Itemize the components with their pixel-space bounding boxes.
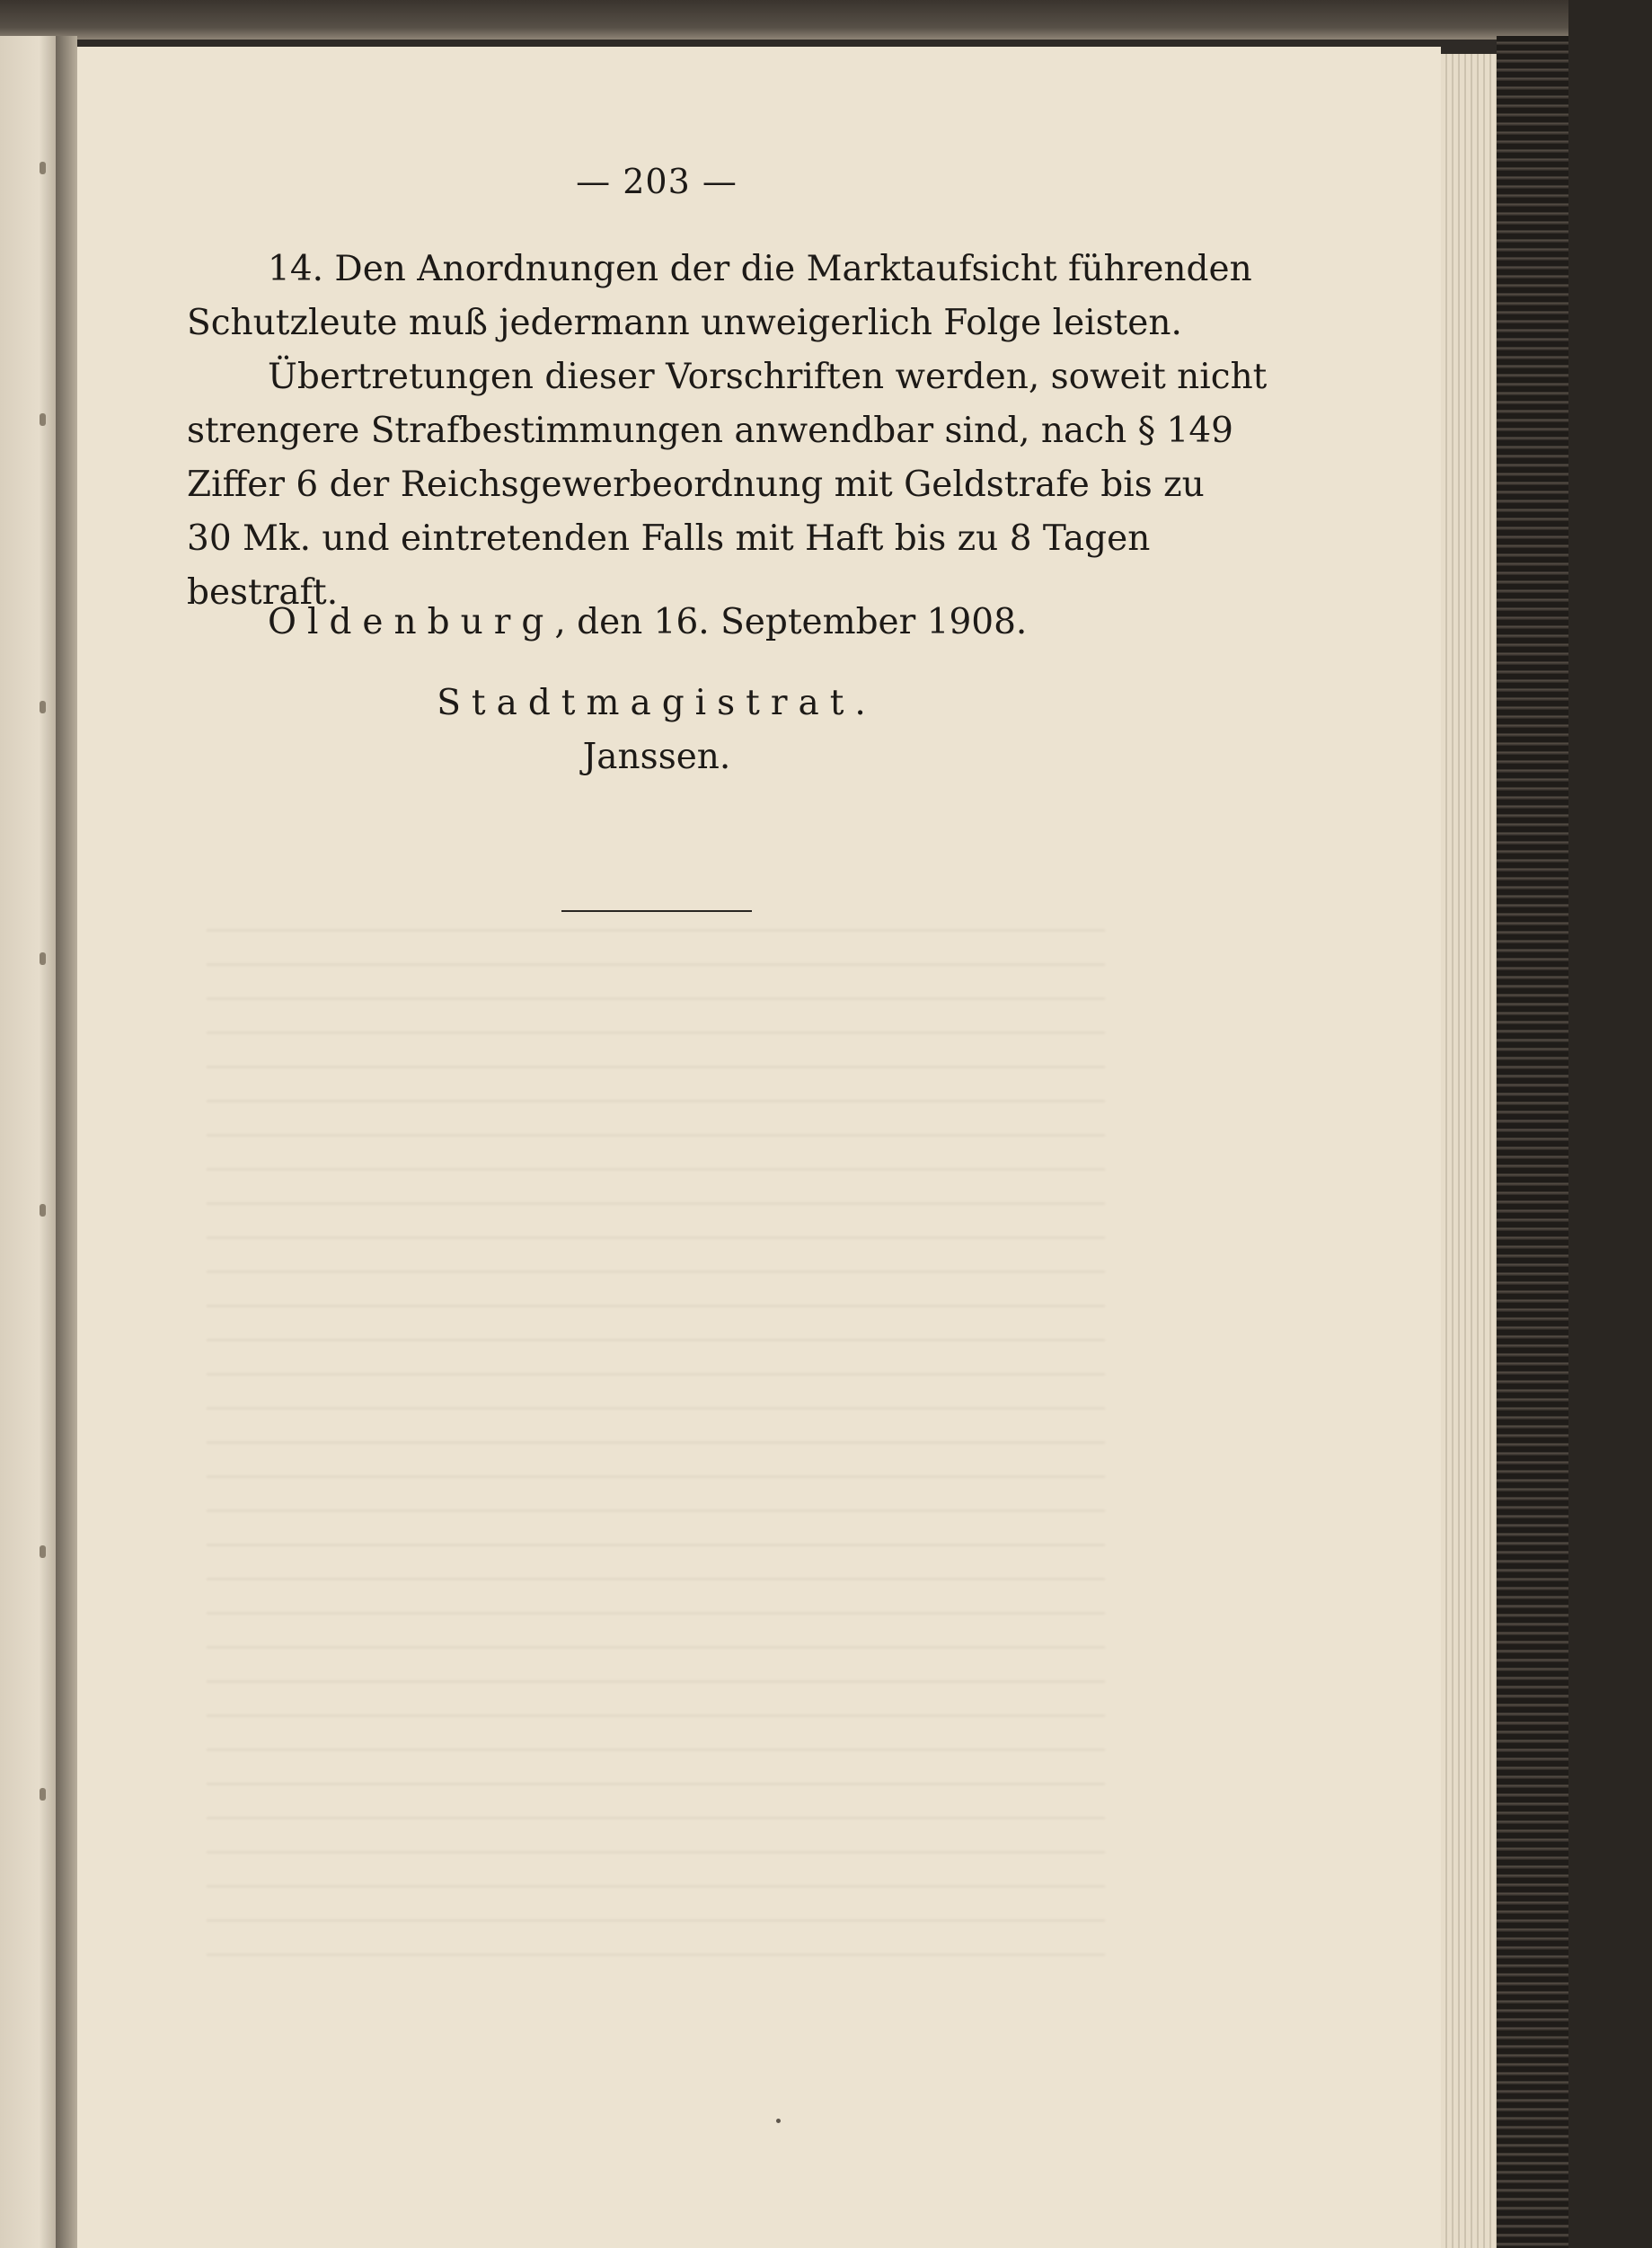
previous-page-edge xyxy=(0,36,56,2248)
paragraph-line: Übertretungen dieser Vorschriften werden, soweit nicht xyxy=(268,357,1268,397)
book-cover-edge xyxy=(1497,36,1568,2248)
book-cover xyxy=(1568,0,1652,2248)
place-name: Oldenburg xyxy=(268,602,555,642)
binding-stitch xyxy=(40,952,46,965)
binding-stitch xyxy=(40,162,46,174)
paragraph-line: strengere Strafbestimmungen anwendbar sind, nach § 149 xyxy=(187,411,1233,451)
binding-stitch xyxy=(40,701,46,713)
binding-stitch xyxy=(40,413,46,426)
paragraph-line: Schutzleute muß jedermann unweigerlich Folge leisten. xyxy=(187,303,1182,343)
paragraph-line: bestraft. xyxy=(187,572,339,613)
stacked-page-edges xyxy=(1441,54,1497,2248)
binding-stitch xyxy=(40,1545,46,1558)
horizontal-rule xyxy=(561,910,752,912)
regulation-paragraph xyxy=(187,243,1268,620)
reverse-side-show-through xyxy=(207,898,1105,1977)
page-gutter xyxy=(56,36,77,2248)
paragraph-line: 14. Den Anordnungen der die Marktaufsicht führenden xyxy=(268,249,1252,289)
signing-authority: Stadtmagistrat. xyxy=(437,683,877,723)
place-and-date xyxy=(268,602,1027,642)
ink-speck xyxy=(776,2119,781,2123)
paragraph-line: 30 Mk. und eintretenden Falls mit Haft bis zu 8 Tagen xyxy=(187,518,1151,559)
binding-stitch xyxy=(40,1788,46,1801)
signatory-name: Janssen. xyxy=(582,737,731,777)
paragraph-line: Ziffer 6 der Reichsgewerbeordnung mit Geldstrafe bis zu xyxy=(187,465,1205,505)
page-number: — 203 — xyxy=(576,162,738,201)
binding-stitch xyxy=(40,1204,46,1217)
book-top-edge xyxy=(0,0,1568,40)
date-text: , den 16. September 1908. xyxy=(554,602,1028,642)
